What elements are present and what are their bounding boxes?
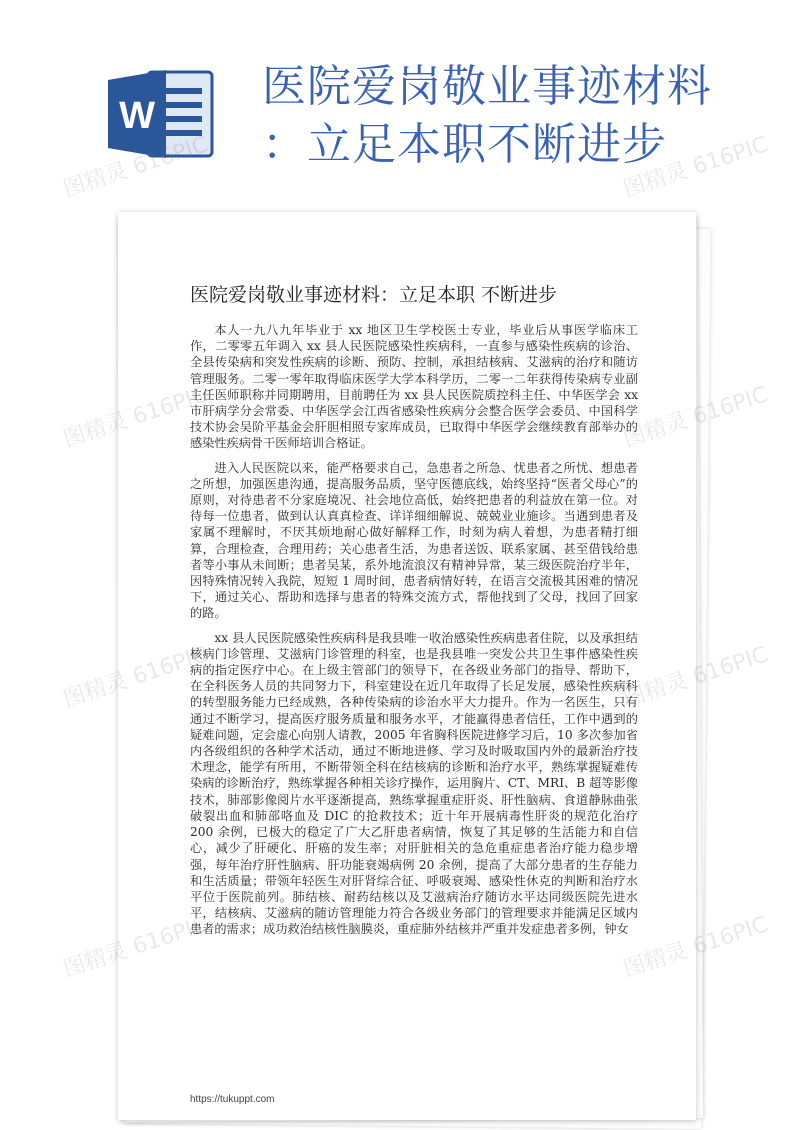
- banner: [0, 0, 800, 210]
- word-icon-letter: W: [119, 95, 155, 137]
- footer-url: https://tukuppt.com: [190, 1094, 275, 1105]
- paragraph-2: 进入人民医院以来，能严格要求自己，急患者之所急、忧患者之所忧、想患者之所想，加强医患沟通，提高服务品质，坚守医德底线，始终坚持“医者父母心”的原则，对待患者不分家庭境况、社会地位高低，始终把患者的利益放在第一位。对待每一位患者，做到认认真真检查、详详细细解说、兢兢业业施诊。当遇到患者及家属不理解时，不厌其烦地耐心做好解释工作，时刻为病人着想，为患者精打细算，合理检查，合理用药；关心患者生活，为患者送饭、联系家属、甚至借钱给患者等小事从未间断；患者吴某，系外地流浪汉有精神异常，某三级医院治疗半年，因特殊情况转入我院，短短 1 周时间，患者病情好转，在语言交流极其困难的情况下，通过关心、帮助和选择与患者的特殊交流方式，帮他找到了父母，找回了回家的路。: [190, 460, 638, 621]
- watermark: 616PIC: [689, 642, 771, 690]
- document-body: [190, 322, 638, 946]
- banner-title-line-1: 医院爱岗敬业事迹材料: [262, 61, 712, 112]
- watermark: 图精灵: [60, 408, 131, 453]
- word-document-icon: [108, 66, 218, 162]
- paragraph-3: xx 县人民医院感染性疾病科是我县唯一收治感染性疾病患者住院，以及承担结核病门诊管理、艾滋病门诊管理的科室，也是我县唯一突发公共卫生事件感染性疾病的指定医疗中心。在上级主管部门的领导下，在各级业务部门的指导、帮助下，在全科医务人员的共同努力下，科室建设在近几年取得了长足发展，感染性疾病科的转型服务能力已经成熟，各种传染病的诊治水平大力提升。作为一名医生，只有通过不断学习，提高医疗服务质量和服务水平，才能赢得患者信任，工作中遇到的疑难问题，定会虚心向别人请教，2005 年省胸科医院进修学习后，10 多次参加省内各级组织的各种学术活动，通过不断地进修、学习及时吸取国内外的最新治疗技术理念，能学有所用，不断带领全科在结核病的诊断和治疗水平，熟练掌握疑难传染病的诊断治疗，熟练掌握各种相关诊疗操作，运用胸片、CT、MRI、B 超等影像技术，肺部影像阅片水平逐渐提高，熟练掌握重症肝炎、肝性脑病、食道静脉曲张破裂出血和肺部咯血及 DIC 的抢救技术；近十年开展病毒性肝炎的规范化治疗 200 余例，已极大的稳定了广大乙肝患者病情，恢复了其足够的生活能力和自信心，减少了肝硬化、肝癌的发生率；对肝脏相关的急危重症患者治疗能力稳步增强，每年治疗肝性脑病、肝功能衰竭病例 20 余例，提高了大部分患者的生存能力和生活质量；带领年轻医生对肝肾综合征、呼吸衰竭、感染性休克的判断和治疗水平位于医院前列。肺结核、耐药结核以及艾滋病治疗随访水平达同级医院先进水平，结核病、艾滋病的随访管理能力符合各级业务部门的管理要求并能满足区域内患者的需求；成功救治结核性脑膜炎，重症肺外结核并严重并发症患者多例，钟女: [190, 630, 638, 937]
- watermark: 图精灵: [60, 938, 131, 983]
- document-page: [118, 212, 696, 1120]
- banner-title-line-2: ：立足本职不断进步: [262, 119, 667, 170]
- paragraph-1: 本人一九八九年毕业于 xx 地区卫生学校医士专业，毕业后从事医学临床工作，二零零五年调入 xx 县人民医院感染性疾病科，一直参与感染性疾病的诊治、全县传染病和突发性疾病的诊断、预防、控制，承担结核病、艾滋病的治疗和随访管理服务。二零一零年取得临床医学大学本科学历，二零一二年获得传染病专业副主任医师职称并同期聘用，目前聘任为 xx 县人民医院质控科主任、中华医学会 xx 市肝病学分会常委、中华医学会江西省感染性疾病分会整合医学会委员、中国科学技术协会吴阶平基金会肝胆相照专家库成员，已取得中华医学会继续教育部举办的感染性疾病骨干医师培训合格证。: [190, 323, 638, 451]
- watermark: 616PIC: [689, 912, 771, 960]
- banner-title: [262, 58, 782, 174]
- watermark: 616PIC: [689, 382, 771, 430]
- document-preview: [118, 212, 704, 1130]
- document-title: 医院爱岗敬业事迹材料：立足本职 不断进步: [190, 284, 558, 306]
- watermark: 图精灵: [60, 668, 131, 713]
